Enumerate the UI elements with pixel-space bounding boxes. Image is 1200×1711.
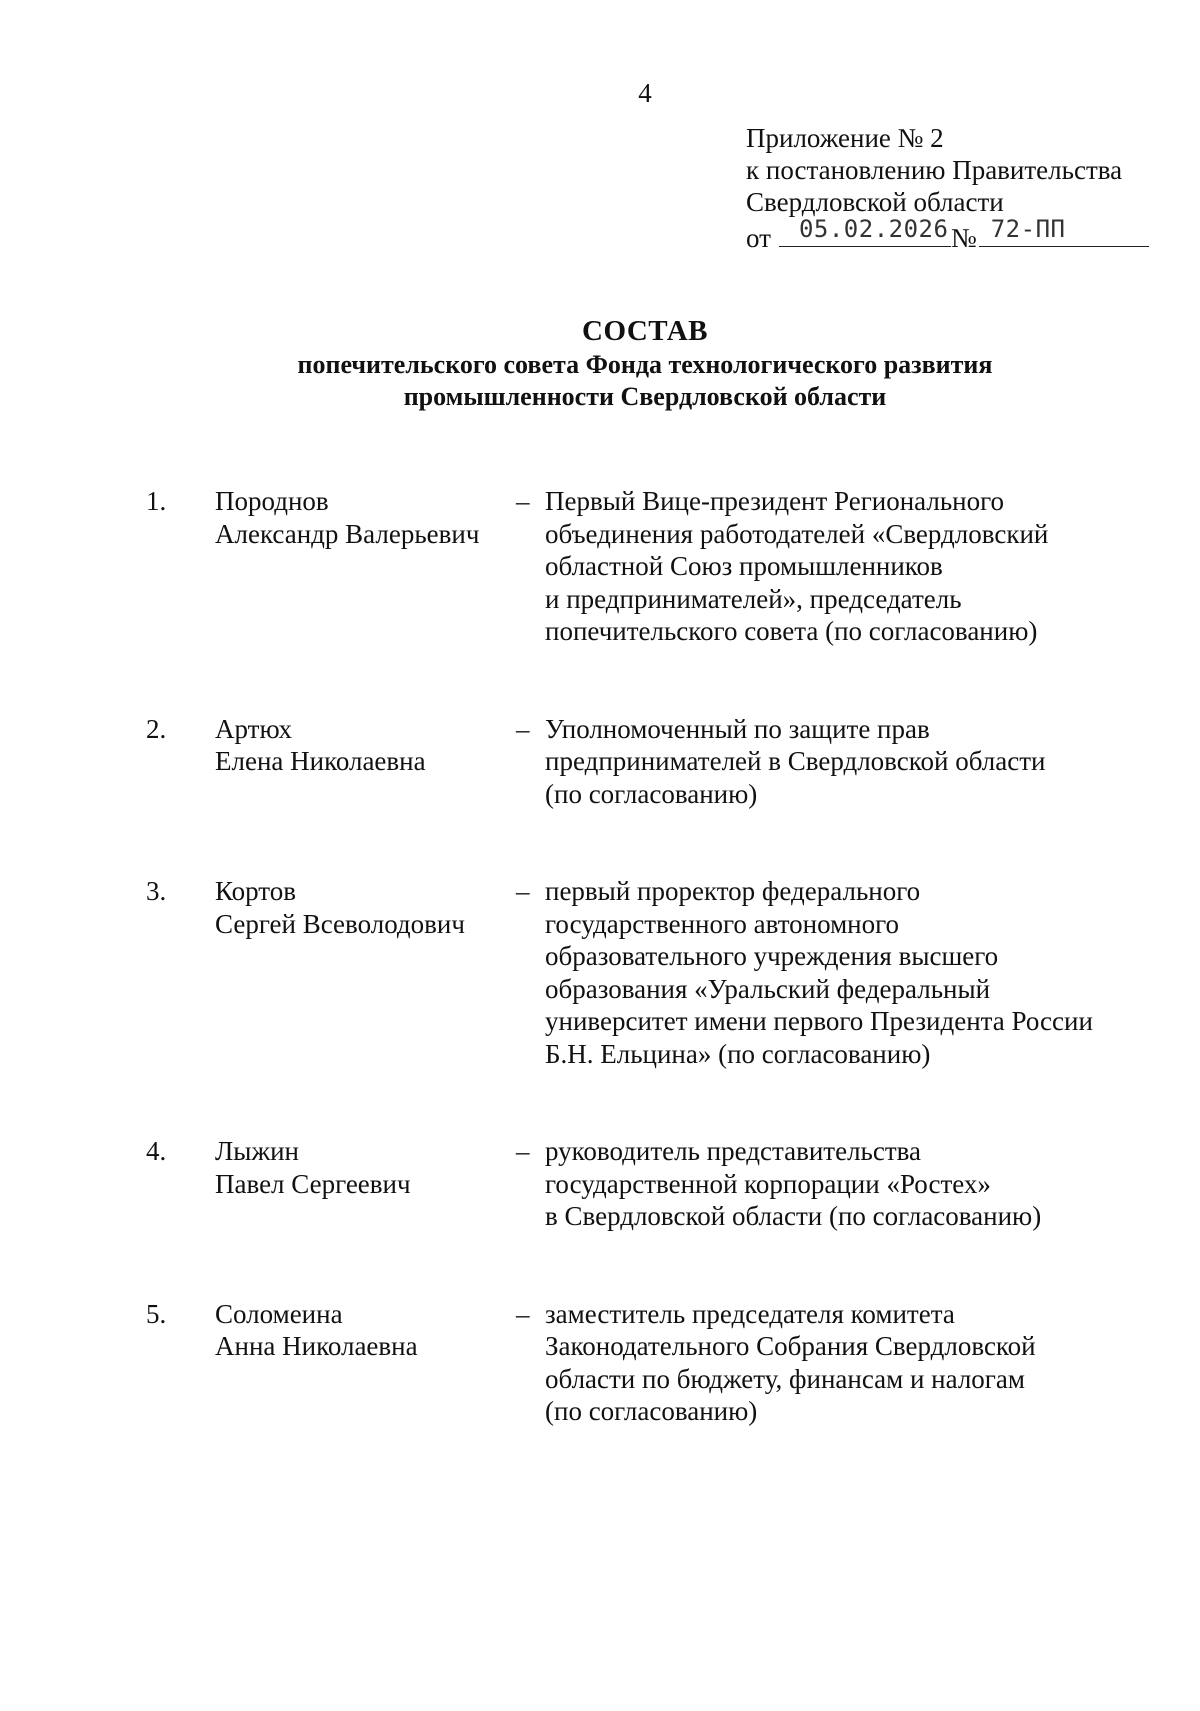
member-name [215, 875, 465, 940]
dash-separator: – [516, 486, 530, 516]
member-position-line: образования «Уральский федеральный [545, 973, 991, 1004]
list-item [0, 1298, 1200, 1428]
list-item [0, 713, 1200, 811]
member-number: 2. [146, 713, 167, 744]
document-title: СОСТАВ [582, 315, 708, 347]
member-name-line: Александр Валерьевич [215, 518, 480, 549]
member-position-line: Б.Н. Ельцина» (по согласованию) [545, 1038, 931, 1069]
document-heading [0, 313, 1200, 413]
member-position-line: первый проректор федерального [545, 876, 921, 906]
member-position-line: в Свердловской области (по согласованию) [545, 1201, 1042, 1231]
member-number: 3. [146, 876, 167, 906]
member-number: 1. [146, 486, 167, 516]
member-position-line: Уполномоченный по защите прав [545, 713, 930, 744]
dash-separator: – [516, 1298, 530, 1329]
member-name [215, 1135, 411, 1200]
member-position-line: и предпринимателей», председатель [545, 583, 962, 614]
appendix-decree-line: к постановлению Правительства [746, 155, 1123, 185]
member-name-line: Артюх [215, 713, 293, 744]
member-position-line: области по бюджету, финансам и налогам [545, 1363, 1025, 1394]
members-list [0, 485, 1200, 1428]
member-name-line: Елена Николаевна [215, 746, 426, 776]
member-name [215, 485, 479, 550]
appendix-block [746, 122, 1149, 254]
member-position [545, 1298, 1125, 1428]
member-name-line: Кортов [215, 876, 296, 906]
member-name [215, 1298, 418, 1363]
member-name-line: Анна Николаевна [215, 1331, 418, 1361]
list-item [0, 485, 1200, 648]
appendix-region-line: Свердловской области [746, 187, 1004, 217]
date-fill-line [779, 215, 951, 247]
member-number: 4. [146, 1136, 167, 1166]
member-position-line: объединения работодателей «Свердловский [545, 518, 1049, 549]
member-position-line: Первый Вице-президент Регионального [545, 486, 1005, 516]
number-fill-line [979, 215, 1149, 247]
decree-number: 72-ПП [990, 215, 1066, 243]
document-subtitle-line-2: промышленности Свердловской области [403, 382, 887, 411]
member-position [545, 485, 1125, 648]
member-name-line: Лыжин [215, 1136, 300, 1166]
dash-separator: – [516, 876, 530, 906]
member-name-line: Сергей Всеволодович [215, 908, 465, 939]
member-name-line: Павел Сергеевич [215, 1168, 411, 1199]
member-position-line: областной Союз промышленников [545, 551, 943, 581]
list-item [0, 1135, 1200, 1233]
member-position-line: университет имени первого Президента России [545, 1006, 1093, 1036]
document-subtitle-line-1: попечительского совета Фонда технологического развития [297, 350, 993, 379]
date-prefix: от [746, 223, 771, 253]
member-position-line: попечительского совета (по согласованию) [545, 616, 1038, 646]
member-position-line: (по согласованию) [545, 1396, 758, 1426]
page-number: 4 [638, 78, 652, 108]
appendix-date-number-line [746, 215, 1149, 254]
number-sign: № [950, 223, 977, 253]
member-position-line: государственной корпорации «Ростех» [545, 1168, 991, 1199]
member-position-line: заместитель председателя комитета [545, 1298, 955, 1329]
member-position [545, 1135, 1125, 1233]
member-position-line: предпринимателей в Свердловской области [545, 746, 1046, 776]
member-name [215, 713, 426, 778]
member-position-line: государственного автономного [545, 908, 900, 939]
appendix-title: Приложение № 2 [746, 123, 944, 153]
list-item [0, 875, 1200, 1070]
member-name-line: Соломеина [215, 1298, 343, 1329]
member-position-line: образовательного учреждения высшего [545, 941, 999, 971]
member-position [545, 713, 1125, 811]
member-number: 5. [146, 1298, 167, 1329]
member-position-line: руководитель представительства [545, 1136, 922, 1166]
member-name-line: Породнов [215, 486, 329, 516]
member-position-line: Законодательного Собрания Свердловской [545, 1331, 1036, 1361]
dash-separator: – [516, 713, 530, 744]
dash-separator: – [516, 1136, 530, 1166]
member-position-line: (по согласованию) [545, 778, 758, 809]
member-position [545, 875, 1125, 1070]
decree-date: 05.02.2026 [798, 215, 949, 243]
